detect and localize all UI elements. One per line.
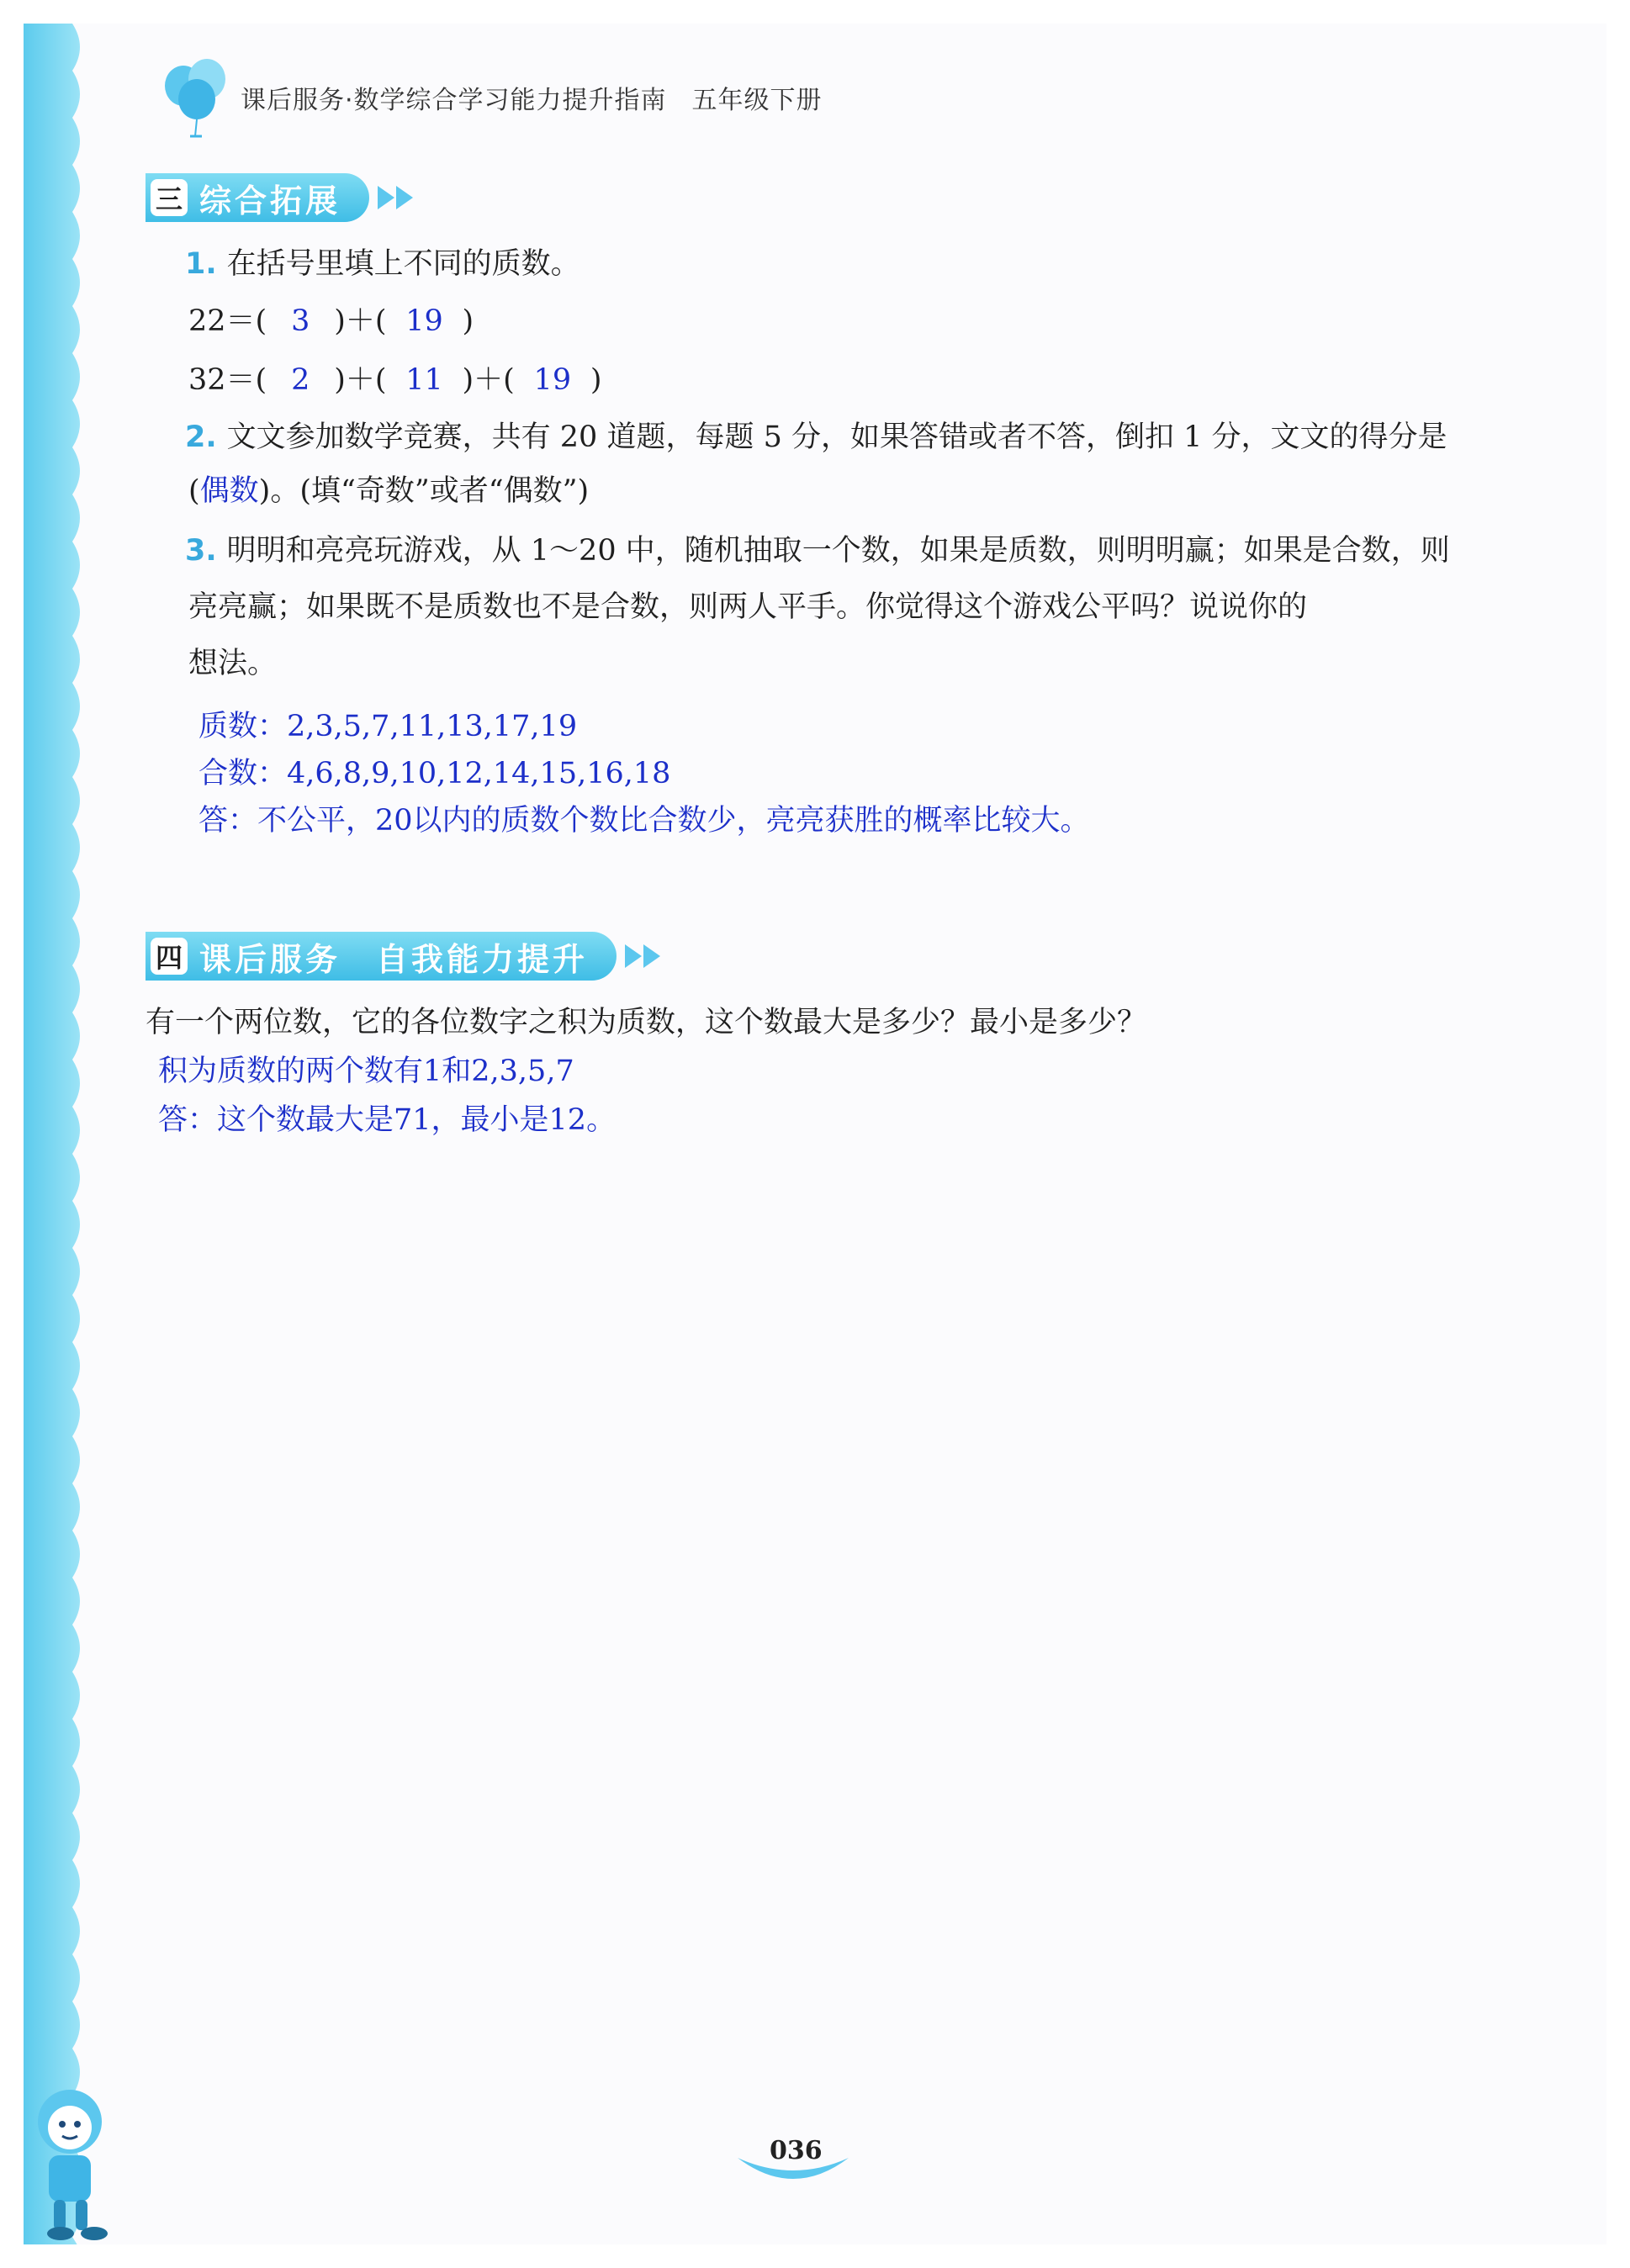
answer-blank: 2	[291, 363, 310, 397]
cartoon-kid-icon	[24, 2075, 133, 2244]
question-4: 有一个两位数，它的各位数字之积为质数，这个数最大是多少？最小是多少？	[146, 1006, 1147, 1039]
paren-open: (	[188, 474, 200, 508]
double-arrow-icon	[623, 941, 665, 971]
question-number: 2.	[185, 420, 217, 454]
running-header	[241, 79, 823, 116]
answer-conclusion: 答：不公平，20以内的质数个数比合数少，亮亮获胜的概率比较大。	[198, 804, 1090, 838]
page-number-swoosh-icon	[734, 2149, 852, 2191]
equation-operator: )＋(	[334, 304, 387, 338]
decorative-left-strip	[24, 24, 91, 2244]
answer-factors: 积为质数的两个数有1和2,3,5,7	[158, 1055, 574, 1088]
equation-close: )	[590, 363, 602, 397]
balloons-logo-icon	[158, 52, 234, 145]
section-title: 课后服务 自我能力提升	[199, 940, 589, 978]
question-number: 3.	[185, 534, 217, 568]
equation-32	[188, 360, 601, 400]
question-text: 明明和亮亮玩游戏，从 1～20 中，随机抽取一个数，如果是质数，则明明赢；如果是合数，则	[226, 534, 1450, 568]
question-1	[185, 244, 580, 284]
section-title: 综合拓展	[199, 182, 341, 219]
answer-blank: 11	[405, 363, 443, 397]
equation-operator: )＋(	[334, 363, 387, 397]
question-text: 在括号里填上不同的质数。	[226, 247, 580, 281]
question-2-line2	[188, 471, 589, 511]
answer-composites: 合数：4,6,8,9,10,12,14,15,16,18	[198, 757, 671, 790]
page-number: 036	[770, 2136, 823, 2165]
question-2	[185, 417, 1447, 457]
equation-close: )	[462, 304, 474, 338]
header-grade: 五年级下册	[691, 86, 823, 115]
question-text: )。(填“奇数”或者“偶数”)	[258, 474, 590, 508]
answer-blank: 3	[291, 304, 310, 338]
equation-lhs: 22＝(	[188, 304, 267, 338]
question-3-line2: 亮亮赢；如果既不是质数也不是合数，则两人平手。你觉得这个游戏公平吗？说说你的	[188, 590, 1308, 624]
equation-22	[188, 301, 474, 341]
question-number: 1.	[185, 247, 217, 281]
question-3	[185, 531, 1450, 571]
workbook-page	[24, 24, 1606, 2244]
section-number: 三	[151, 179, 188, 216]
equation-lhs: 32＝(	[188, 363, 267, 397]
header-series: 课后服务·数学综合学习能力提升指南	[241, 86, 667, 115]
double-arrow-icon	[376, 182, 418, 213]
answer-blank: 19	[405, 304, 443, 338]
answer-blank: 19	[533, 363, 572, 397]
question-3-line3: 想法。	[188, 647, 278, 680]
equation-operator: )＋(	[462, 363, 515, 397]
section-number: 四	[151, 938, 188, 975]
question-text: 文文参加数学竞赛，共有 20 道题，每题 5 分，如果答错或者不答，倒扣 1 分，文文的得分是	[226, 420, 1447, 454]
answer-result: 答：这个数最大是71，最小是12。	[158, 1103, 617, 1137]
section-banner-3	[146, 173, 418, 222]
answer-text: 偶数	[199, 474, 259, 508]
answer-primes: 质数：2,3,5,7,11,13,17,19	[198, 710, 578, 743]
section-banner-4	[146, 932, 665, 981]
